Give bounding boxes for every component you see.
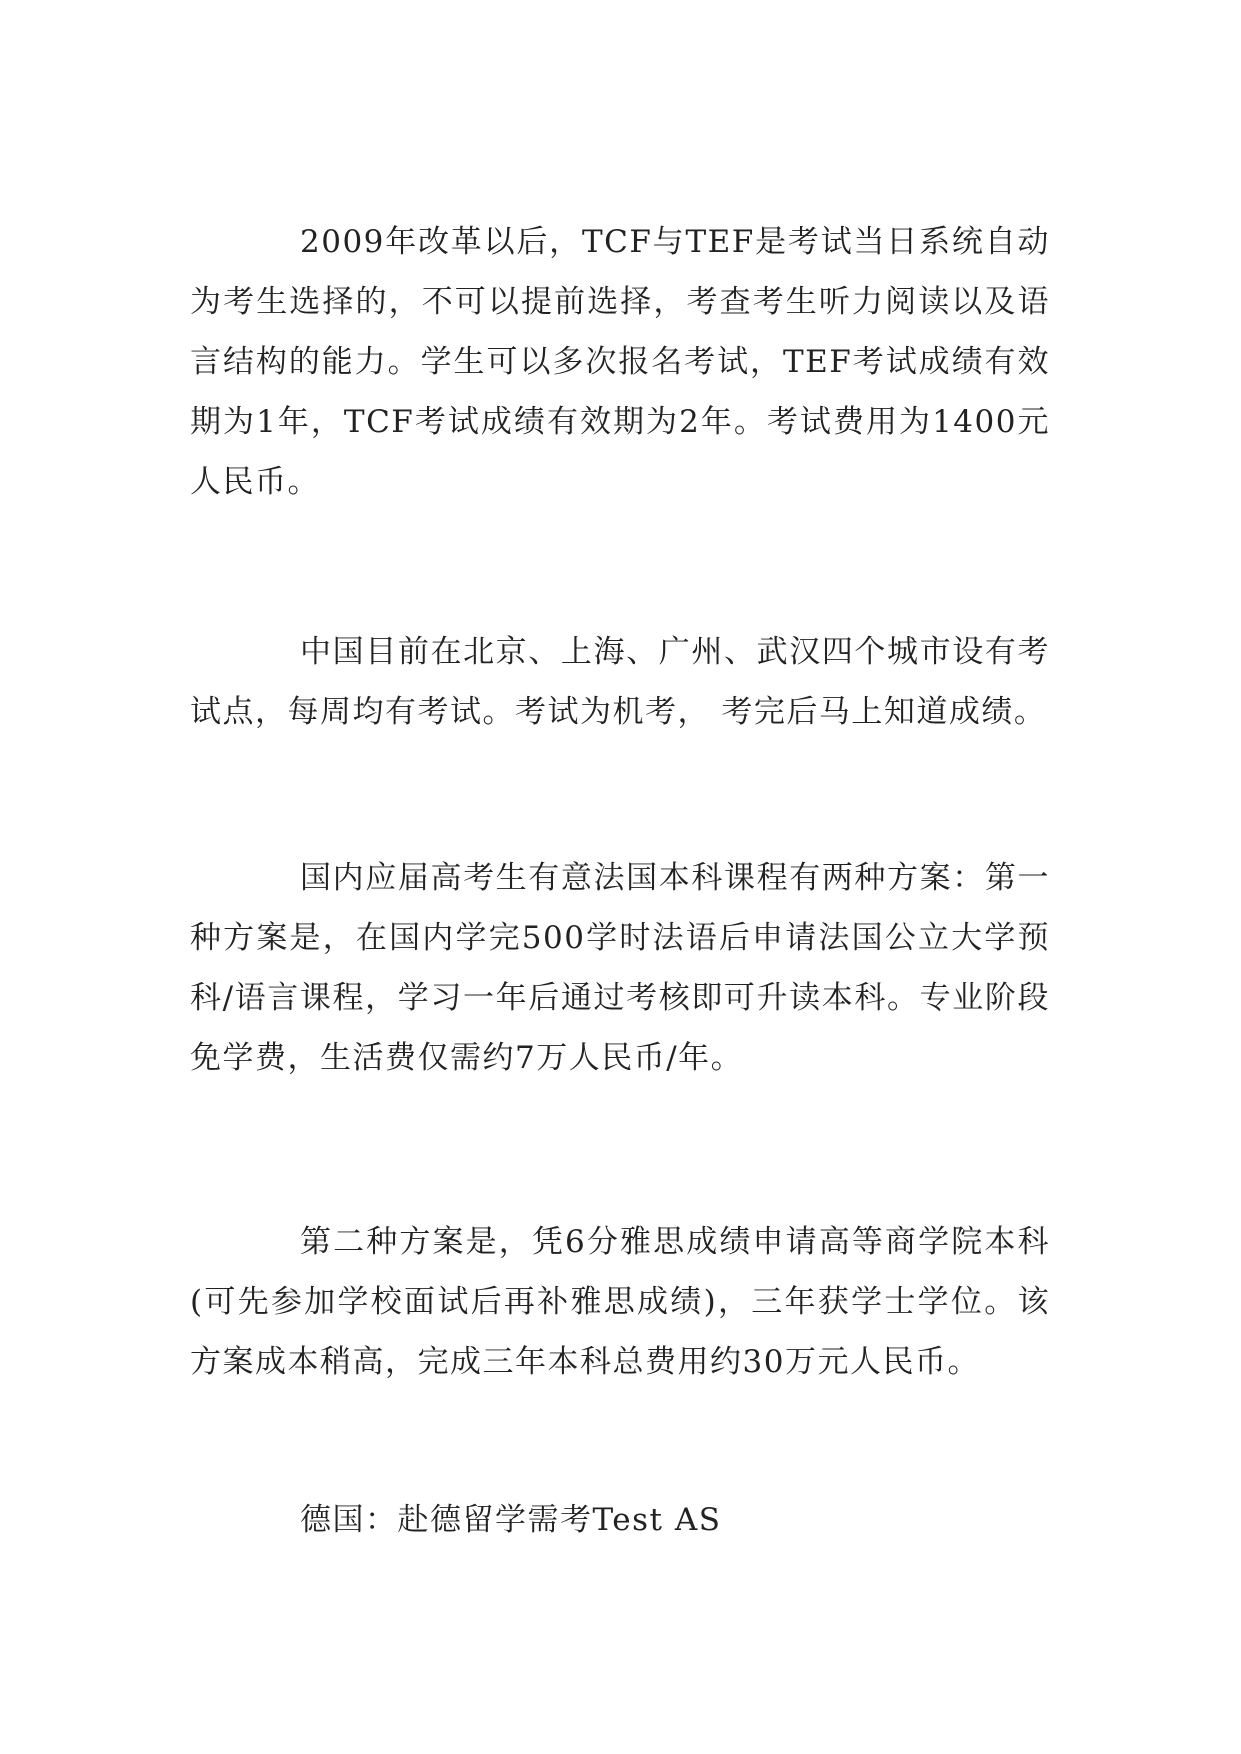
paragraph-exam-centers: 中国目前在北京、上海、广州、武汉四个城市设有考试点，每周均有考试。考试为机考， 考完后马上知道成绩。 <box>190 634 1050 730</box>
paragraph-tcf-tef-exam: 2009年改革以后，TCF与TEF是考试当日系统自动为考生选择的，不可以提前选择，考查考生听力阅读以及语言结构的能力。学生可以多次报名考试，TEF考试成绩有效期为1年，TCF考试成绩有效期为2年。考试费用为1400元人民币。 <box>190 224 1050 500</box>
paragraph-france-plan-one: 国内应届高考生有意法国本科课程有两种方案：第一种方案是，在国内学完500学时法语后申请法国公立大学预科/语言课程，学习一年后通过考核即可升读本科。专业阶段免学费，生活费仅需约7万人民币/年。 <box>190 860 1050 1076</box>
paragraph-france-plan-two: 第二种方案是，凭6分雅思成绩申请高等商学院本科(可先参加学校面试后再补雅思成绩)，三年获学士学位。该方案成本稍高，完成三年本科总费用约30万元人民币。 <box>190 1224 1050 1380</box>
paragraph-germany-heading: 德国：赴德留学需考Test AS <box>300 1502 722 1538</box>
